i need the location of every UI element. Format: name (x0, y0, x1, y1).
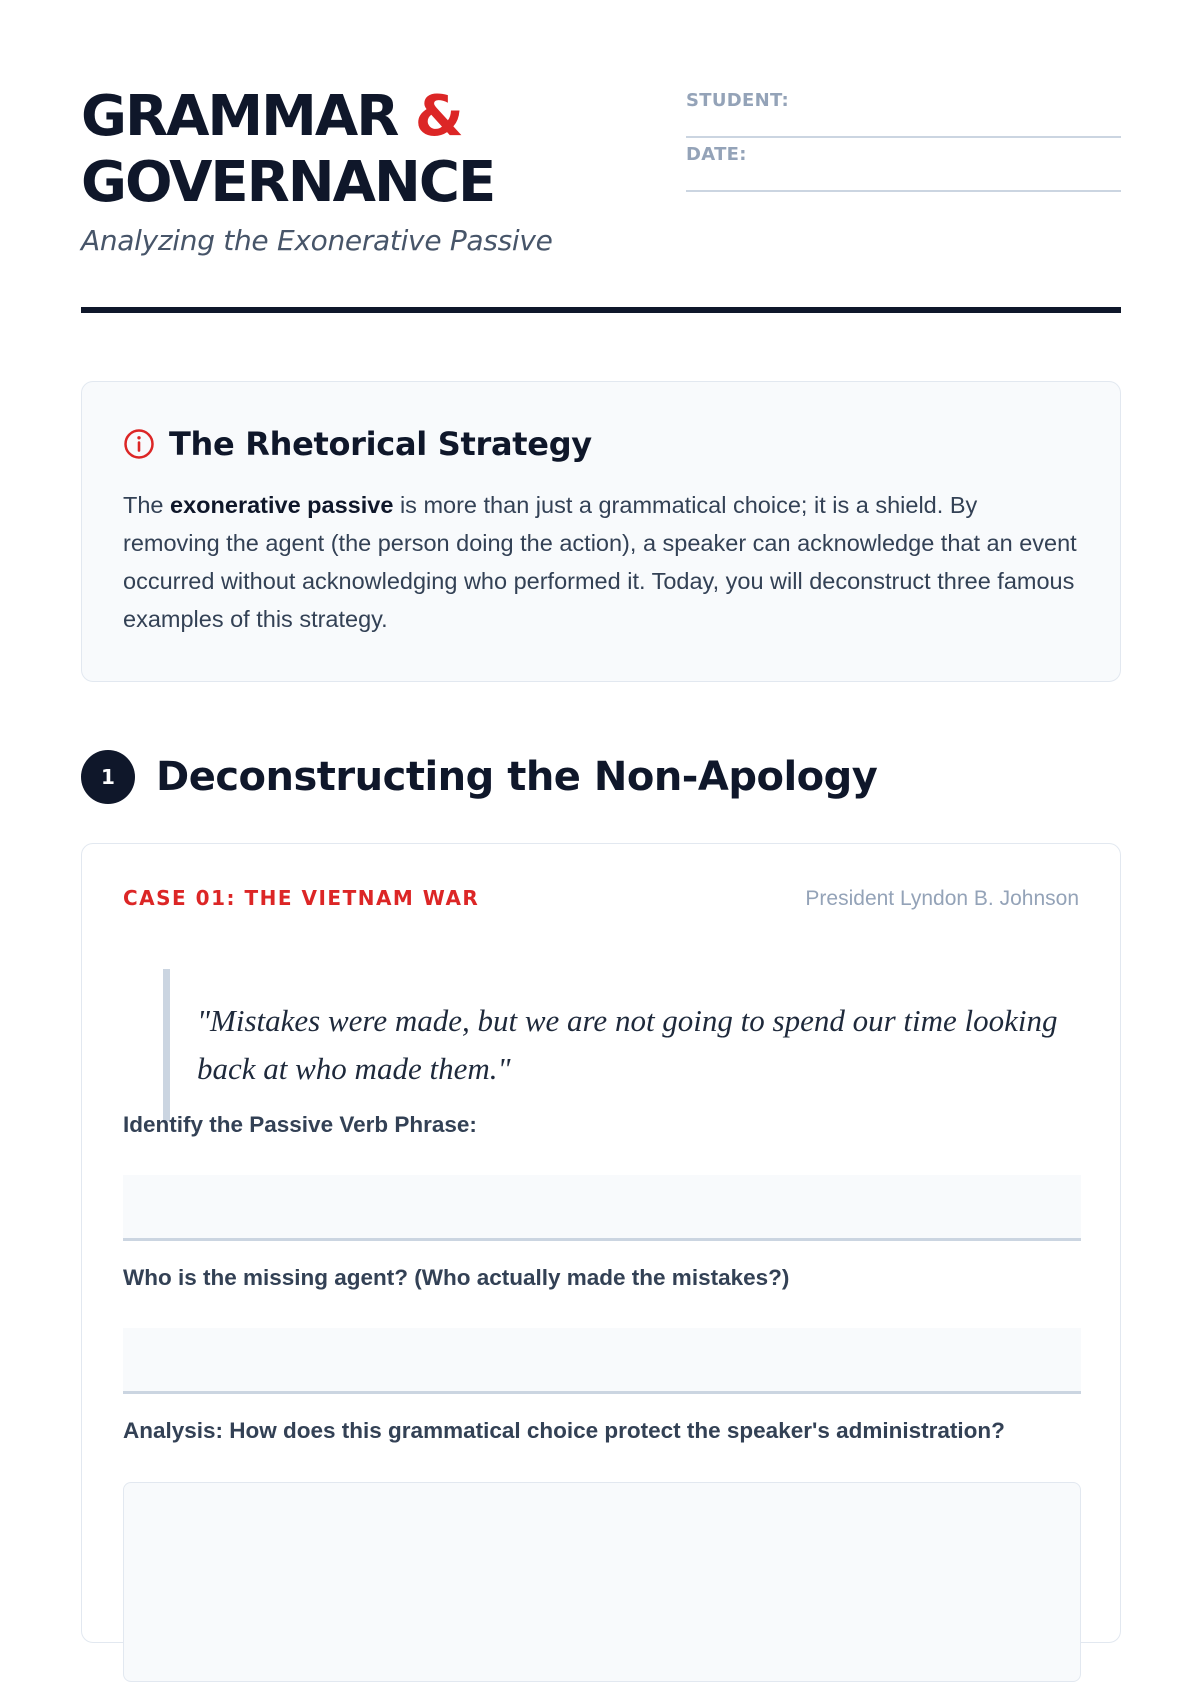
case-quote: "Mistakes were made, but we are not going to spend our time looking back at who made them." (163, 969, 1063, 1121)
title-word-grammar: GRAMMAR (81, 84, 398, 149)
missing-agent-answer-input[interactable] (123, 1328, 1081, 1394)
worksheet-subtitle: Analyzing the Exonerative Passive (81, 224, 553, 257)
info-circle-icon (123, 428, 155, 460)
analysis-answer-textarea[interactable] (123, 1482, 1081, 1682)
section-title: Deconstructing the Non-Apology (156, 754, 878, 800)
strategy-description (123, 486, 1080, 638)
strategy-text-lead: The (123, 492, 171, 518)
rhetorical-strategy-box (81, 381, 1121, 682)
title-word-governance: GOVERNANCE (81, 150, 495, 215)
title-ampersand: & (414, 84, 462, 149)
strategy-heading (123, 424, 1080, 464)
date-label: DATE: (686, 144, 747, 165)
question-analysis: Analysis: How does this grammatical choice protect the speaker's administration? (123, 1418, 1005, 1443)
worksheet-page (81, 0, 1121, 1443)
passive-verb-answer-input[interactable] (123, 1175, 1081, 1241)
section-heading (81, 750, 877, 804)
case-label: CASE 01: THE VIETNAM WAR (123, 886, 480, 910)
question-missing-agent: Who is the missing agent? (Who actually made the mistakes?) (123, 1265, 790, 1290)
question-passive-verb: Identify the Passive Verb Phrase: (123, 1112, 477, 1137)
strategy-term: exonerative passive (170, 492, 394, 518)
date-field[interactable] (686, 138, 1121, 192)
strategy-title: The Rhetorical Strategy (169, 425, 592, 463)
student-field[interactable] (686, 84, 1121, 138)
section-number-badge: 1 (81, 750, 135, 804)
student-label: STUDENT: (686, 90, 790, 111)
worksheet-header (81, 0, 1121, 316)
student-info-fields (686, 84, 1121, 192)
case-speaker: President Lyndon B. Johnson (805, 887, 1079, 910)
case-card (81, 843, 1121, 1643)
header-divider (81, 307, 1121, 313)
worksheet-title (81, 84, 494, 216)
strategy-text-body: is more than just a grammatical choice; it is a shield. By removing the agent (the person doing the action), a speaker can acknowledge that an event occurred without acknowledging who performed it. Today, you will deconstruct three famous examples of this strategy. (123, 492, 1077, 632)
